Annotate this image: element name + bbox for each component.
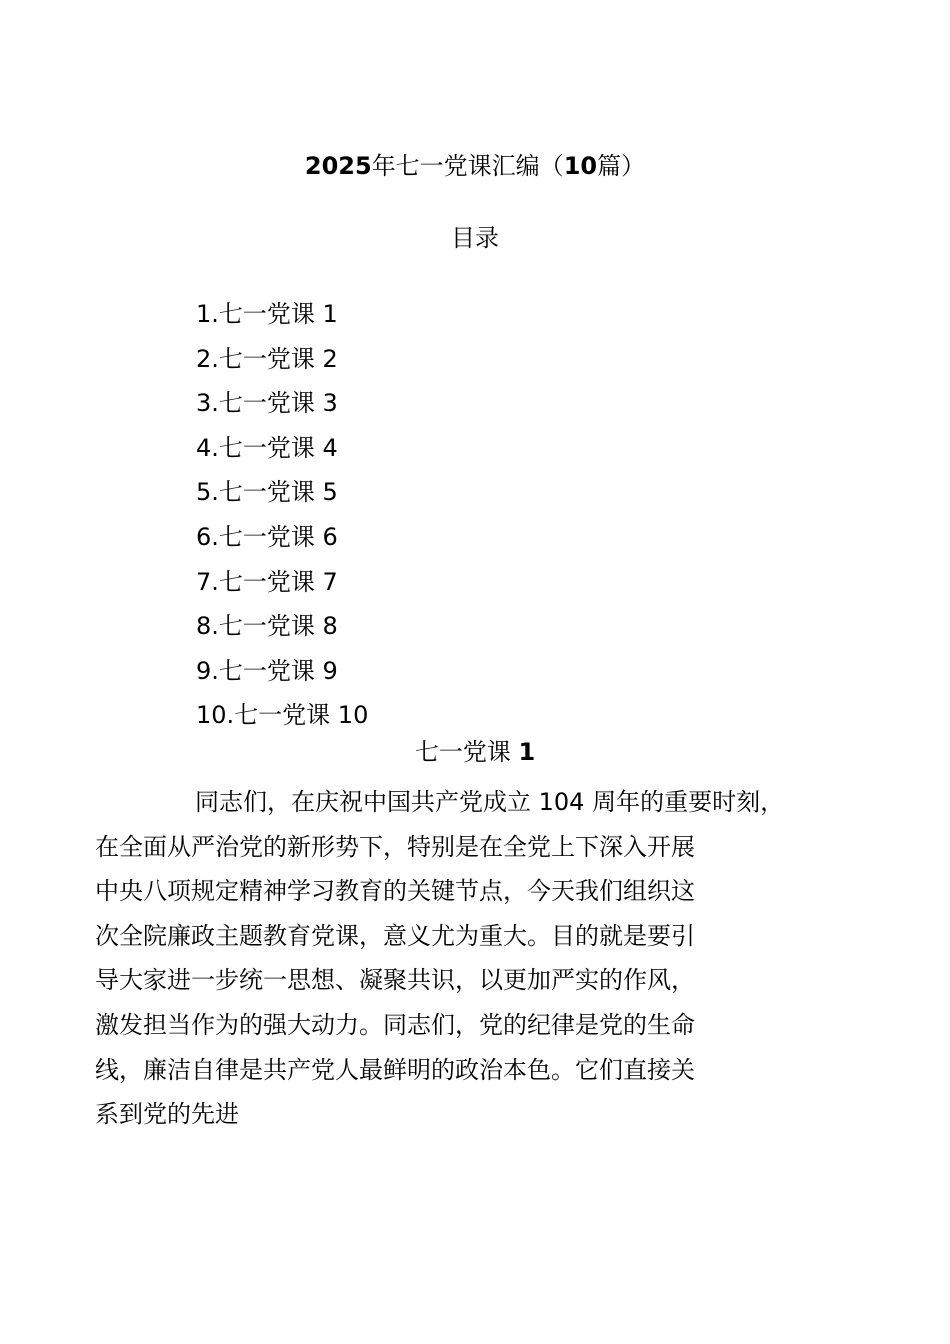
title-count: 10 — [563, 152, 598, 180]
section-title — [0, 736, 950, 768]
title-year: 2025 — [304, 152, 372, 180]
body-line: 中央八项规定精神学习教育的关键节点，今天我们组织这 — [95, 877, 695, 906]
body-line: 线，廉洁自律是共产党人最鲜明的政治本色。它们直接关 — [95, 1055, 695, 1084]
toc-item-1[interactable]: 1.七一党课 1 — [196, 300, 338, 328]
toc-item-9[interactable]: 9.七一党课 9 — [196, 656, 338, 685]
toc-item-4[interactable]: 4.七一党课 4 — [196, 433, 338, 462]
body-line: 系到党的先进 — [95, 1100, 239, 1129]
document-title — [0, 150, 950, 182]
toc-item-7[interactable]: 7.七一党课 7 — [196, 567, 338, 596]
section-title-text: 七一党课 — [414, 738, 511, 766]
toc-item-6[interactable]: 6.七一党课 6 — [196, 522, 338, 551]
body-line: 在全面从严治党的新形势下，特别是在全党上下深入开展 — [95, 832, 695, 861]
table-of-contents — [196, 292, 368, 738]
body-line: 同志们，在庆祝中国共产党成立 104 周年的重要时刻， — [195, 788, 785, 816]
toc-heading: 目录 — [451, 224, 499, 252]
body-line: 次全院廉政主题教育党课，意义尤为重大。目的就是要引 — [95, 921, 695, 950]
body-line: 导大家进一步统一思想、凝聚共识，以更加严实的作风， — [95, 966, 695, 995]
toc-item-3[interactable]: 3.七一党课 3 — [196, 389, 338, 418]
section-body — [95, 780, 835, 1137]
toc-item-2[interactable]: 2.七一党课 2 — [196, 344, 338, 373]
title-end: 篇） — [597, 152, 646, 180]
section-title-number: 1 — [518, 738, 536, 766]
title-mid: 年七一党课汇编（ — [371, 152, 564, 180]
toc-item-10[interactable]: 10.七一党课 10 — [196, 701, 369, 730]
toc-item-5[interactable]: 5.七一党课 5 — [196, 478, 338, 507]
body-line: 激发担当作为的强大动力。同志们，党的纪律是党的生命 — [95, 1010, 695, 1039]
toc-item-8[interactable]: 8.七一党课 8 — [196, 612, 338, 641]
